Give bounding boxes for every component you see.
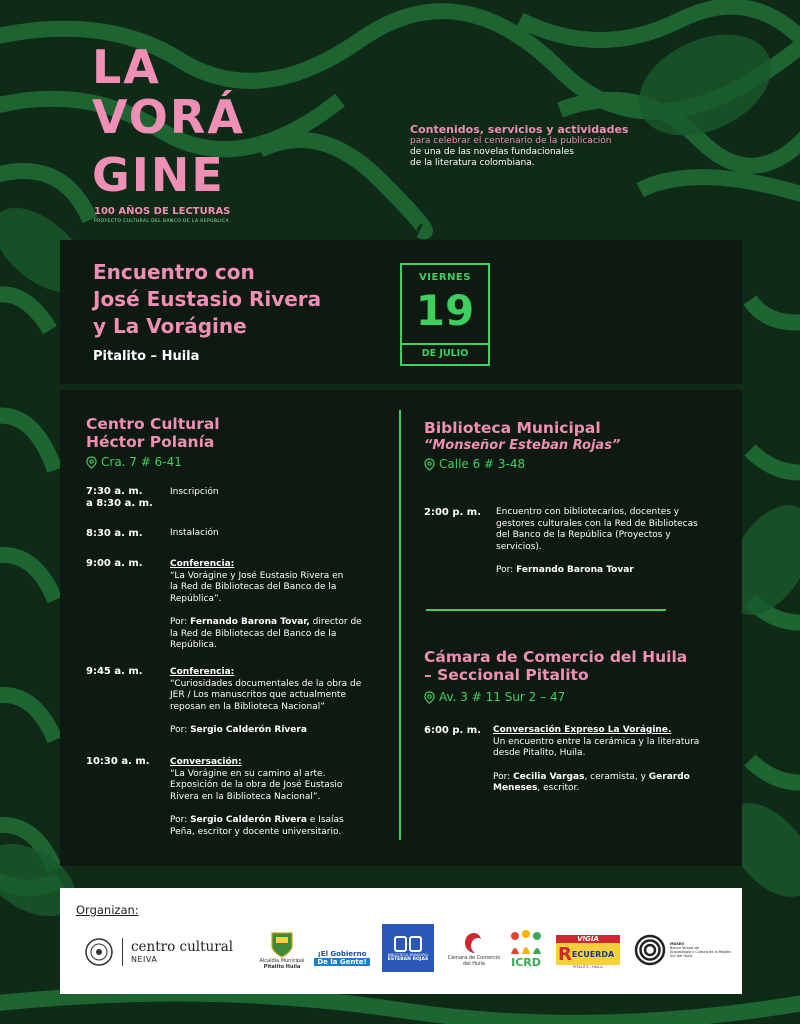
gobierno-line-1: ¡El Gobierno: [317, 950, 367, 958]
venue-right1-name-line-2: “Monseñor Esteban Rojas”: [424, 438, 621, 453]
date-number: 19: [415, 286, 475, 335]
logo-gobierno: [312, 944, 372, 972]
entry-line: “La Vorágine y José Eustasio Rivera en: [170, 570, 344, 581]
museo-line-3: Arqueología y Cultura de la Región: [670, 950, 731, 954]
recuerda-sub: PITALITO - HUILA: [573, 965, 603, 969]
logo-centro-cultural: [84, 934, 244, 970]
intro-line-3: de una de las novelas fundacionales: [410, 147, 574, 157]
icrd-figures-icon: [509, 930, 543, 956]
by-prefix: Por:: [496, 565, 517, 575]
venue-right2-address: [424, 690, 565, 704]
recuerda-r: R: [558, 943, 572, 965]
entry-line: Peña, escritor y docente universitario.: [170, 826, 342, 837]
logo-museo: [634, 930, 734, 970]
date-day: VIERNES: [419, 272, 471, 283]
logo-tagline: PROYECTO CULTURAL DEL BANCO DE LA REPÚBLICA: [94, 219, 229, 224]
location-pin-icon: [86, 456, 97, 469]
bank-seal-icon: [84, 937, 114, 967]
venue-right2-name-line-1: Cámara de Comercio del Huila: [424, 648, 688, 666]
by-name: Gerardo: [648, 771, 690, 782]
organizers-footer: [60, 888, 742, 994]
alcaldia-line-1: Alcaldía Municipal: [259, 958, 305, 964]
event-title-line-2: José Eustasio Rivera: [93, 287, 322, 311]
by-name: Fernando Barona Tovar,: [190, 617, 310, 627]
entry-line: República”.: [170, 593, 222, 604]
schedule-text: Instalación: [170, 528, 219, 538]
logo-icrd: [504, 924, 548, 974]
by-text: e Isaías: [306, 815, 344, 825]
centro-cultural-text: [131, 940, 233, 964]
date-box: [400, 263, 490, 366]
biblioteca-line-1: BIBLIOTECA MUNICIPAL: [387, 952, 429, 957]
venue-right1-name: [424, 419, 620, 455]
entry-line: “Curiosidades documentales de la obra de: [170, 678, 362, 689]
schedule-time: 9:45 a. m.: [86, 666, 143, 677]
column-divider: [399, 410, 401, 840]
entry-line: “La Vorágine en su camino al arte.: [170, 768, 326, 779]
section-divider: [426, 609, 666, 611]
entry-line: desde Pitalito, Huila.: [493, 748, 586, 758]
venue-right1-name-line-1: Biblioteca Municipal: [424, 419, 601, 437]
museo-text: [670, 942, 731, 958]
schedule-time: 2:00 p. m.: [424, 507, 482, 518]
by-prefix: Por:: [170, 617, 191, 627]
entry-line: reposan en la Biblioteca Nacional”: [170, 701, 325, 712]
schedule-entry: [493, 725, 723, 795]
entry-heading: Conferencia:: [170, 667, 235, 677]
entry-line: del Banco de la República (Proyectos y: [496, 530, 671, 540]
logo-divider: [122, 938, 123, 966]
entry-line: servicios).: [496, 541, 542, 552]
centro-cultural-name: centro cultural: [131, 939, 234, 955]
program-panel: [60, 390, 742, 866]
venue-left-address-text: Cra. 7 # 6-41: [101, 455, 182, 469]
entry-by: [170, 617, 380, 629]
icrd-text: ICRD: [511, 955, 541, 969]
venue-left-name-line-2: Héctor Polanía: [86, 433, 215, 451]
schedule-entry: [170, 757, 385, 838]
by-text: , escritor.: [537, 783, 580, 793]
entry-line: República.: [170, 640, 217, 650]
schedule-time-start: 7:30 a. m.: [86, 486, 143, 497]
logo-biblioteca: [382, 924, 434, 972]
entry-line: la Red de Bibliotecas del Banco de la: [170, 628, 337, 639]
schedule-entry: [170, 667, 385, 737]
by-name: Fernando Barona Tovar: [516, 565, 634, 575]
by-name: Sergio Calderón Rivera: [190, 815, 307, 825]
entry-by: [493, 772, 723, 784]
location-pin-icon: [424, 691, 435, 704]
by-prefix: Por:: [170, 815, 191, 825]
logo-vigia: [556, 930, 620, 974]
alcaldia-line-2: Pitalito Huila: [263, 964, 301, 970]
organizers-label: Organizan:: [76, 903, 139, 917]
museo-line-4: Sur del Huila: [670, 954, 693, 958]
schedule-time: [86, 486, 153, 510]
venue-right2-name-line-2: – Seccional Pitalito: [424, 666, 589, 684]
logo-line-3: GINE: [92, 148, 225, 202]
entry-line: la Red de Bibliotecas del Banco de la: [170, 582, 337, 592]
date-month: DE JULIO: [421, 348, 469, 359]
entry-heading: Conferencia:: [170, 559, 235, 569]
entry-line: JER / Los manuscritos que actualmente: [170, 690, 346, 700]
intro-line-1: Contenidos, servicios y actividades: [410, 123, 629, 136]
shield-icon: [271, 932, 293, 958]
logo-alcaldia: [252, 922, 312, 980]
intro-text: [410, 123, 650, 169]
intro-line-4: de la literatura colombiana.: [410, 158, 535, 168]
recuerda-band: [556, 943, 620, 965]
entry-line: Un encuentro entre la cerámica y la literatura: [493, 736, 700, 747]
by-prefix: Por:: [170, 725, 191, 735]
logo-camara: [442, 924, 506, 974]
books-icon: [393, 935, 423, 953]
camara-swirl-icon: [462, 931, 486, 955]
entry-line: gestores culturales con la Red de Bibliotecas: [496, 518, 698, 529]
by-text: , ceramista, y: [584, 771, 649, 782]
by-name: Meneses: [493, 783, 538, 793]
schedule-time-end: a 8:30 a. m.: [86, 498, 153, 509]
centro-cultural-city: NEIVA: [131, 955, 158, 964]
by-text: director de: [309, 617, 362, 627]
schedule-entry: [496, 507, 721, 577]
entry-line: Encuentro con bibliotecarios, docentes y: [496, 507, 680, 517]
schedule-time: 8:30 a. m.: [86, 528, 143, 539]
location-pin-icon: [424, 458, 435, 471]
spiral-icon: [634, 934, 666, 966]
camara-line-2: del Huila: [463, 961, 485, 967]
by-name: Cecilia Vargas: [513, 771, 585, 782]
event-header: [60, 240, 742, 384]
schedule-text: Inscripción: [170, 487, 219, 497]
intro-line-2: para celebrar el centenario de la publicación: [410, 136, 612, 146]
logo-line-1: LA: [92, 40, 161, 94]
venue-left-address: [86, 455, 182, 469]
entry-by: [170, 725, 385, 737]
logo-subtitle: 100 AÑOS DE LECTURAS: [94, 206, 231, 217]
event-place: Pitalito – Huila: [93, 349, 200, 364]
schedule-entry: [170, 559, 380, 652]
schedule-time: 9:00 a. m.: [86, 558, 143, 569]
schedule-time: 6:00 p. m.: [424, 725, 482, 736]
venue-left-name: [86, 415, 220, 451]
entry-line: Rivera en la Biblioteca Nacional”.: [170, 791, 321, 802]
museo-line-2: Banco Virtual de: [670, 946, 699, 950]
venue-right1-address: [424, 457, 525, 471]
entry-by: [493, 783, 723, 795]
event-title: [93, 259, 321, 340]
event-title-line-3: y La Vorágine: [93, 314, 247, 338]
entry-by: [496, 565, 721, 577]
venue-left-name-line-1: Centro Cultural: [86, 415, 220, 433]
biblioteca-line-2: ESTEBAN ROJAS: [387, 956, 429, 962]
entry-line: Exposición de la obra de José Eustasio: [170, 780, 343, 790]
event-title-line-1: Encuentro con: [93, 260, 255, 284]
entry-by: [170, 815, 385, 827]
by-name: Sergio Calderón Rivera: [190, 725, 307, 735]
vigia-text: VIGÍA: [556, 935, 620, 943]
venue-right1-address-text: Calle 6 # 3-48: [439, 457, 526, 471]
venue-right2-address-text: Av. 3 # 11 Sur 2 – 47: [439, 690, 566, 704]
entry-heading: Conversación:: [170, 757, 242, 767]
entry-heading: Conversación Expreso La Vorágine.: [493, 725, 672, 735]
schedule-time: 10:30 a. m.: [86, 756, 150, 767]
recuerda-text: ECUERDA: [571, 949, 615, 959]
by-prefix: Por:: [493, 771, 514, 782]
camara-line-1: Cámara de Comercio: [447, 955, 501, 961]
museo-line-1: MUSEO: [670, 942, 685, 946]
gobierno-line-2: De la Gente!: [314, 958, 369, 966]
venue-right2-name: [424, 648, 687, 684]
date-divider: [402, 343, 488, 345]
logo-line-2: VORÁ: [92, 90, 245, 144]
